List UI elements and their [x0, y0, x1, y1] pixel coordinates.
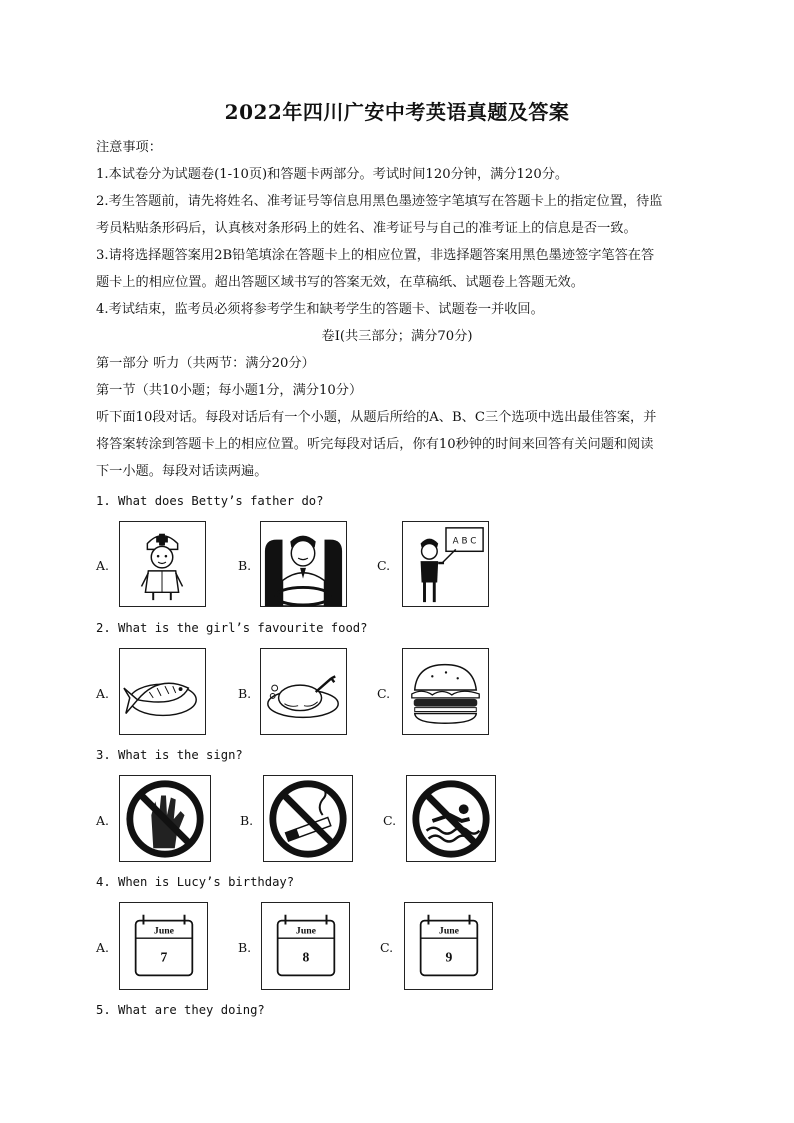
note-1: 1.本试卷分为试题卷(1-10页)和答题卡两部分。考试时间120分钟，满分120分。	[96, 167, 569, 182]
note-2-line-2: 考员粘贴条形码后，认真核对条形码上的姓名、准考证号与自己的准考证上的信息是否一致。	[96, 221, 637, 236]
option-label: C.	[383, 813, 397, 828]
no-smoking-sign-icon	[263, 775, 353, 862]
note-4: 4.考试结束，监考员必须将参考学生和缺考学生的答题卡、试题卷一并收回。	[96, 302, 544, 317]
option-label: C.	[377, 686, 391, 701]
option-label: B.	[238, 558, 252, 573]
calendar-month: June	[295, 925, 317, 937]
calendar-day: 8	[302, 949, 310, 965]
no-touching-sign-icon	[119, 775, 211, 862]
calendar-icon	[119, 902, 208, 990]
option-label: A.	[96, 813, 110, 828]
calendar-month: June	[153, 925, 175, 937]
option-label: B.	[238, 686, 252, 701]
calendar-icon	[261, 902, 350, 990]
option-label: C.	[380, 940, 394, 955]
question-1-text: 1. What does Betty’s father do?	[96, 494, 324, 508]
instructions-line-1: 听下面10段对话。每段对话后有一个小题，从题后所给的A、B、C三个选项中选出最佳答案，并	[96, 410, 657, 425]
driver-icon	[260, 521, 347, 607]
board-text: A B C	[452, 536, 477, 547]
part-1-heading: 第一部分 听力（共两节：满分20分）	[96, 356, 315, 371]
notes-heading: 注意事项：	[96, 140, 162, 155]
doctor-icon	[119, 521, 206, 607]
question-4-text: 4. When is Lucy’s birthday?	[96, 875, 295, 889]
option-label: C.	[377, 558, 391, 573]
calendar-day: 9	[445, 949, 453, 965]
option-label: A.	[96, 686, 110, 701]
section-1-heading: 第一节（共10小题；每小题1分，满分10分）	[96, 383, 363, 398]
option-label: B.	[238, 940, 252, 955]
question-3-text: 3. What is the sign?	[96, 748, 243, 762]
option-label: B.	[240, 813, 254, 828]
option-label: A.	[96, 558, 110, 573]
question-2-text: 2. What is the girl’s favourite food?	[96, 621, 368, 635]
instructions-line-3: 下一小题。每段对话读两遍。	[96, 464, 268, 479]
option-label: A.	[96, 940, 110, 955]
instructions-line-2: 将答案转涂到答题卡上的相应位置。听完每段对话后，你有10秒钟的时间来回答有关问题和阅读	[96, 437, 654, 452]
chicken-icon	[260, 648, 347, 735]
fish-icon	[119, 648, 206, 735]
hamburger-icon	[402, 648, 489, 735]
note-3-line-2: 题卡上的相应位置。超出答题区域书写的答案无效，在草稿纸、试题卷上答题无效。	[96, 275, 584, 290]
calendar-icon	[404, 902, 493, 990]
note-3-line-1: 3.请将选择题答案用2B铅笔填涂在答题卡上的相应位置，非选择题答案用黑色墨迹签字笔答在答	[96, 248, 655, 263]
volume-heading: 卷Ⅰ(共三部分；满分70分)	[321, 329, 473, 344]
page-title: 2022年四川广安中考英语真题及答案	[224, 100, 570, 124]
calendar-month: June	[438, 925, 460, 937]
calendar-day: 7	[160, 949, 168, 965]
no-swimming-sign-icon	[406, 775, 496, 862]
teacher-icon	[402, 521, 489, 607]
question-5-text: 5. What are they doing?	[96, 1003, 265, 1017]
note-2-line-1: 2.考生答题前，请先将姓名、准考证号等信息用黑色墨迹签字笔填写在答题卡上的指定位置，待监	[96, 194, 663, 209]
